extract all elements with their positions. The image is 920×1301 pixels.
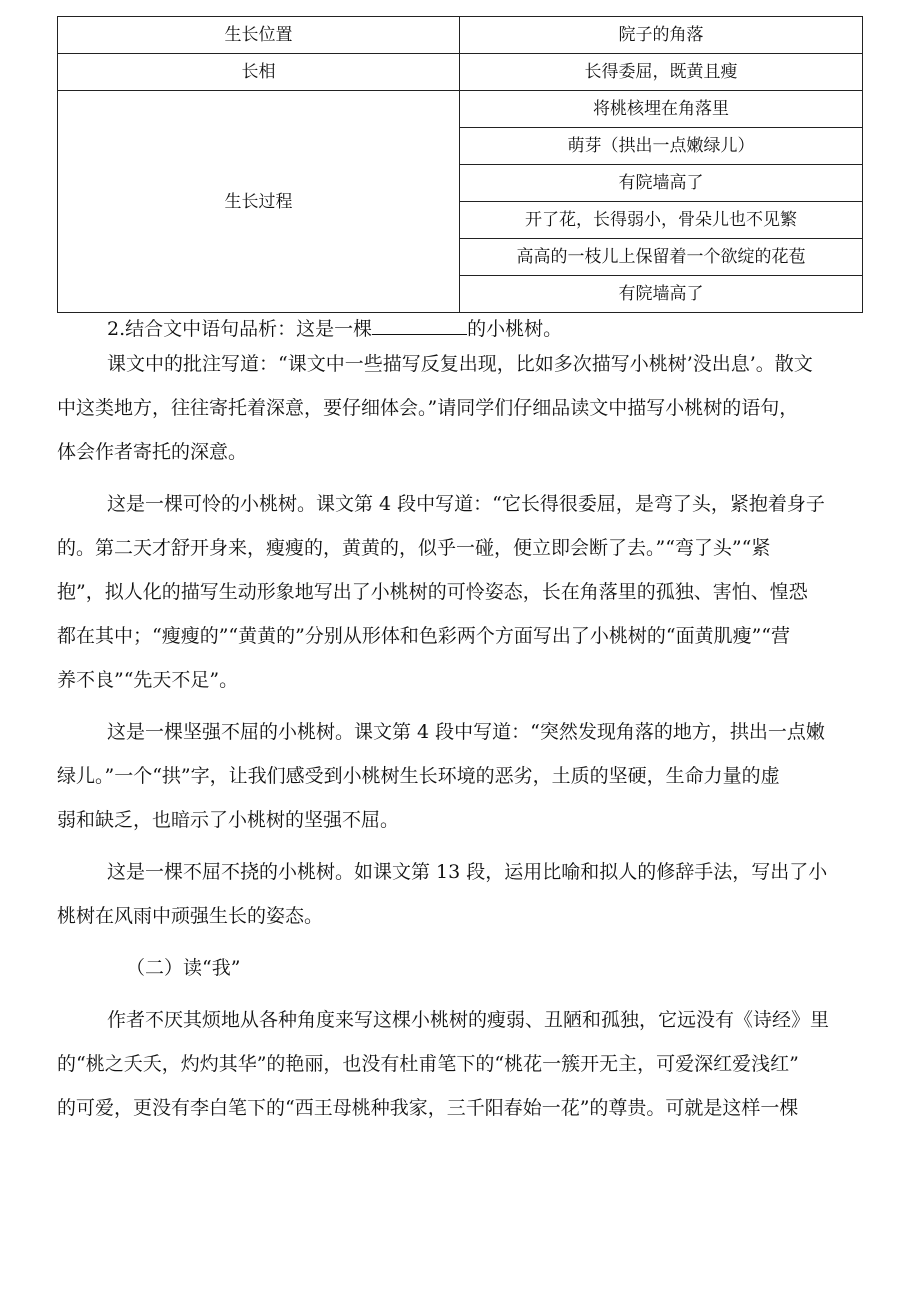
- table-cell-process-step: 高高的一枝儿上保留着一个欲绽的花苞: [460, 239, 863, 276]
- table-cell-process-step: 有院墙高了: [460, 276, 863, 313]
- table-cell-label: 生长位置: [58, 17, 460, 54]
- table-cell-process-step: 有院墙高了: [460, 165, 863, 202]
- paragraph-line: 抱”，拟人化的描写生动形象地写出了小桃树的可怜姿态，长在角落里的孤独、害怕、惶恐: [57, 581, 808, 603]
- paragraph-line: 养不良”“先天不足”。: [57, 669, 239, 691]
- section-heading: （二）读“我”: [126, 957, 241, 979]
- question-line: [57, 316, 863, 340]
- paragraph-line: 绿儿。”一个“拱”字，让我们感受到小桃树生长环境的恶劣，土质的坚硬，生命力量的虚: [57, 765, 780, 787]
- table-cell-label: 长相: [58, 54, 460, 91]
- paragraph-line: 这是一棵不屈不挠的小桃树。如课文第 13 段，运用比喻和拟人的修辞手法，写出了小: [107, 861, 828, 883]
- paragraph-line: 这是一棵坚强不屈的小桃树。课文第 4 段中写道：“突然发现角落的地方，拱出一点嫩: [107, 721, 825, 743]
- paragraph-annotation: [57, 342, 863, 474]
- table-row: [58, 17, 863, 54]
- question-suffix: 的小桃树。: [467, 318, 563, 340]
- table-cell-process-step: 开了花，长得弱小，骨朵儿也不见繁: [460, 202, 863, 239]
- paragraph-line: 这是一棵可怜的小桃树。课文第 4 段中写道：“它长得很委屈，是弯了头，紧抱着身子: [107, 493, 825, 515]
- table-cell-process-step: 将桃核埋在角落里: [460, 91, 863, 128]
- table-cell-process-step: 萌芽（拱出一点嫩绿儿）: [460, 128, 863, 165]
- paragraph-final: [57, 998, 863, 1130]
- question-prefix: 2.结合文中语句品析：这是一棵: [107, 318, 373, 340]
- table-cell-process-label: 生长过程: [58, 91, 460, 313]
- table-cell-value: 长得委屈，既黄且瘦: [460, 54, 863, 91]
- paragraph-line: 体会作者寄托的深意。: [57, 441, 248, 463]
- paragraph-line: 的。第二天才舒开身来，瘦瘦的，黄黄的，似乎一碰，便立即会断了去。”“弯了头”“紧: [57, 537, 771, 559]
- answer-blank: [372, 316, 467, 335]
- paragraph-pitiful: [57, 482, 863, 702]
- paragraph-strong: [57, 710, 863, 842]
- document-body: [57, 320, 863, 1130]
- paragraph-line: 桃树在风雨中顽强生长的姿态。: [57, 905, 324, 927]
- paragraph-persistent: [57, 850, 863, 938]
- paragraph-line: 的“桃之夭夭，灼灼其华”的艳丽，也没有杜甫笔下的“桃花一簇开无主，可爱深红爱浅红”: [57, 1053, 799, 1075]
- table-row: [58, 54, 863, 91]
- paragraph-line: 作者不厌其烦地从各种角度来写这棵小桃树的瘦弱、丑陋和孤独，它远没有《诗经》里: [107, 1009, 830, 1031]
- paragraph-line: 的可爱，更没有李白笔下的“西王母桃种我家，三千阳春始一花”的尊贵。可就是这样一棵: [57, 1097, 799, 1119]
- table-cell-value: 院子的角落: [460, 17, 863, 54]
- paragraph-line: 课文中的批注写道：“课文中一些描写反复出现，比如多次描写小桃树’没出息’。散文: [107, 353, 813, 375]
- growth-table: [57, 16, 863, 313]
- paragraph-line: 中这类地方，往往寄托着深意，要仔细体会。”请同学们仔细品读文中描写小桃树的语句，: [57, 397, 799, 419]
- paragraph-line: 都在其中；“瘦瘦的”“黄黄的”分别从形体和色彩两个方面写出了小桃树的“面黄肌瘦”“营: [57, 625, 790, 647]
- table-row: [58, 91, 863, 128]
- paragraph-line: 弱和缺乏，也暗示了小桃树的坚强不屈。: [57, 809, 400, 831]
